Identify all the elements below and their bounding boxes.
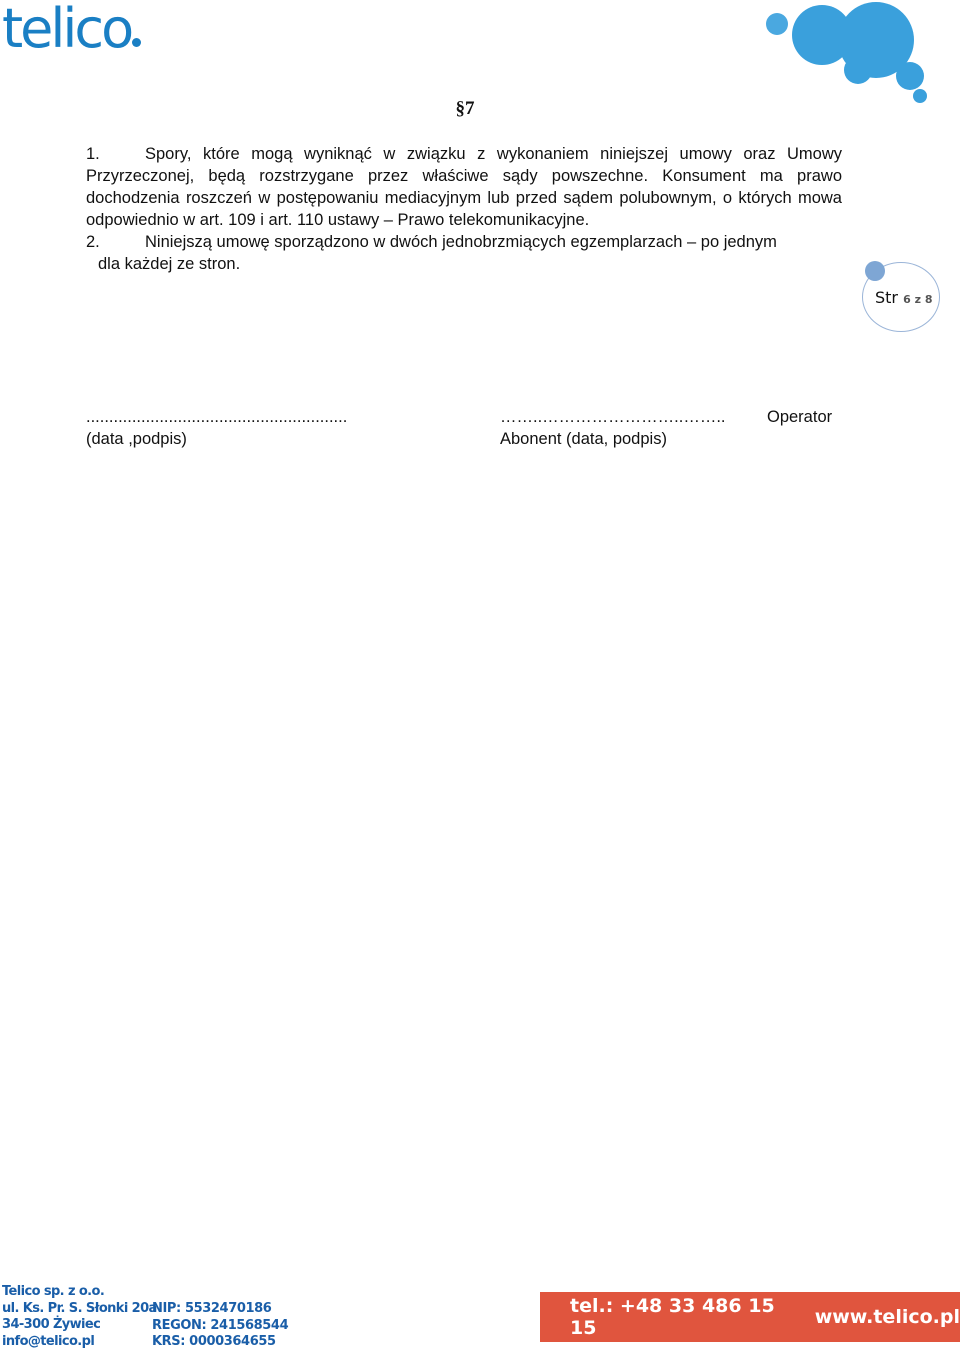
signature-abonent-line: ……..……………………..…….. [500, 408, 726, 426]
section-heading: §7 [455, 98, 475, 119]
telico-logo [2, 0, 141, 60]
footer-contact-bar [540, 1292, 960, 1342]
footer-address [2, 1284, 157, 1350]
footer-krs: KRS: 0000364655 [152, 1334, 276, 1349]
footer-registry [152, 1301, 288, 1351]
paragraph-1-number: 1. [86, 145, 100, 163]
footer-regon: REGON: 241568544 [152, 1317, 289, 1333]
paragraph-2-number: 2. [86, 233, 100, 251]
page-label: Str [875, 288, 899, 307]
signature-abonent [500, 406, 726, 450]
footer-phone: tel.: +48 33 486 15 15 [570, 1295, 775, 1339]
footer-nip: NIP: 5532470186 [152, 1301, 272, 1316]
paragraph-1-text: Spory, które mogą wyniknąć w związku z wykonaniem niniejszej umowy oraz Umowy Przyrzeczonej, będą rozstrzygane przez właściwe sądy powszechne. Konsument ma prawo dochodzenia roszczeń w postępowaniu mediacyjnym lub przed sądem polubownym, o których mowa odpowiednio w art. 109 i art. 110 ustawy – Prawo telekomunikacyjne. [86, 145, 842, 229]
signature-left-line: ......................................................... [86, 408, 348, 426]
footer-email: info@telico.pl [2, 1333, 95, 1349]
page-indicator-dot [865, 261, 885, 281]
signature-left [86, 406, 347, 450]
paragraph-2-text: Niniejszą umowę sporządzono w dwóch jednobrzmiących egzemplarzach – po jednym [145, 233, 777, 251]
footer-city: 34-300 Żywiec [2, 1317, 101, 1332]
signature-operator-label: Operator [767, 408, 833, 426]
paragraph-2 [86, 231, 842, 275]
logo-dot [132, 38, 141, 47]
footer-website: www.telico.pl [814, 1306, 960, 1328]
page-indicator-label [875, 288, 932, 307]
signature-abonent-label: Abonent (data, podpis) [500, 430, 667, 448]
paragraph-1 [86, 143, 842, 231]
signature-left-label: (data ,podpis) [86, 430, 187, 448]
signature-operator [767, 406, 832, 428]
footer-company: Telico sp. z o.o. [2, 1284, 105, 1299]
page-number: 6 z 8 [903, 293, 933, 306]
footer-street: ul. Ks. Pr. S. Słonki 20a [2, 1300, 157, 1316]
logo-text: telico [2, 0, 132, 60]
paragraph-2-continuation: dla każdej ze stron. [98, 255, 241, 273]
page-indicator [862, 262, 940, 332]
bubbles-decoration-icon [750, 0, 960, 110]
